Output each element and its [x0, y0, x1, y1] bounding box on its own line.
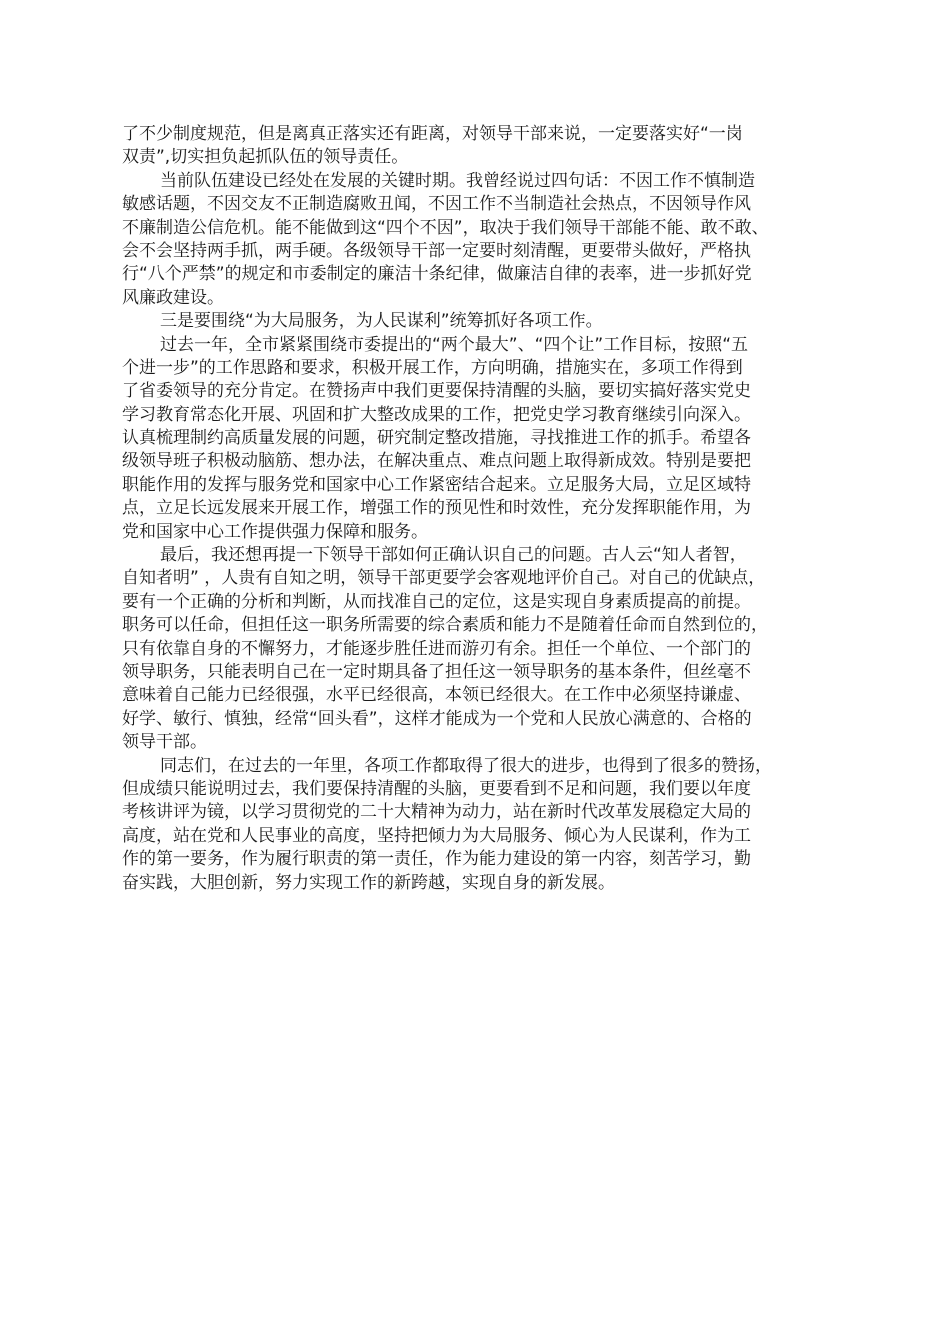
- paragraph: [122, 755, 838, 895]
- text-line: 作的第一要务，作为履行职责的第一责任，作为能力建设的第一内容，刻苦学习，勤: [122, 849, 751, 870]
- text-line: 职能作用的发挥与服务党和国家中心工作紧密结合起来。立足服务大局，立足区域特: [122, 474, 751, 495]
- text-line: 了省委领导的充分肯定。在赞扬声中我们更要保持清醒的头脑，要切实搞好落实党史: [122, 381, 751, 402]
- text-line: 会不会坚持两手抓，两手硬。各级领导干部一定要时刻清醒，更要带头做好，严格执: [122, 240, 751, 261]
- text-line: 最后，我还想再提一下领导干部如何正确认识自己的问题。古人云“知人者智，: [160, 545, 747, 566]
- document-page: [122, 123, 838, 895]
- text-line: 双责”,切实担负起抓队伍的领导责任。: [122, 147, 409, 168]
- paragraph: [122, 334, 838, 545]
- text-line: 行“八个严禁”的规定和市委制定的廉洁十条纪律，做廉洁自律的表率，进一步抓好党: [122, 264, 752, 285]
- text-line: 了不少制度规范，但是离真正落实还有距离，对领导干部来说，一定要落实好“一岗: [122, 124, 743, 144]
- text-line: 同志们，在过去的一年里，各项工作都取得了很大的进步，也得到了很多的赞扬，: [160, 755, 772, 776]
- text-line: 当前队伍建设已经处在发展的关键时期。我曾经说过四句话：不因工作不慎制造: [160, 170, 755, 191]
- text-line: 敏感话题，不因交友不正制造腐败丑闻，不因工作不当制造社会热点，不因领导作风: [122, 194, 751, 215]
- text-line: 风廉政建设。: [122, 287, 224, 308]
- paragraph: [122, 170, 838, 310]
- text-line: 考核讲评为镜，以学习贯彻党的二十大精神为动力，站在新时代改革发展稳定大局的: [122, 802, 751, 823]
- text-line: 过去一年，全市紧紧围绕市委提出的“两个最大”、“四个让”工作目标，按照“五: [160, 334, 749, 355]
- text-line: 三是要围绕“为大局服务，为人民谋利”统筹抓好各项工作。: [160, 311, 603, 332]
- text-line: 领导干部。: [122, 732, 207, 753]
- text-line: 高度，站在党和人民事业的高度，坚持把倾力为大局服务、倾心为人民谋利，作为工: [122, 825, 751, 846]
- text-line: 自知者明” ，人贵有自知之明，领导干部更要学会客观地评价自己。对自己的优缺点，: [122, 568, 766, 589]
- text-line: 奋实践，大胆创新，努力实现工作的新跨越，实现自身的新发展。: [122, 872, 615, 893]
- paragraph: [122, 310, 838, 333]
- text-line: 要有一个正确的分析和判断，从而找准自己的定位，这是实现自身素质提高的前提。: [122, 591, 751, 612]
- text-line: 点，立足长远发展来开展工作，增强工作的预见性和时效性，充分发挥职能作用，为: [122, 498, 751, 519]
- text-line: 党和国家中心工作提供强力保障和服务。: [122, 521, 428, 542]
- text-line: 级领导班子积极动脑筋、想办法，在解决重点、难点问题上取得新成效。特别是要把: [122, 451, 751, 472]
- text-line: 领导职务，只能表明自己在一定时期具备了担任这一领导职务的基本条件，但丝毫不: [122, 661, 751, 682]
- text-line: 意味着自己能力已经很强，水平已经很高，本领已经很大。在工作中必须坚持谦虚、: [122, 685, 751, 706]
- text-line: 只有依靠自身的不懈努力，才能逐步胜任进而游刃有余。担任一个单位、一个部门的: [122, 638, 751, 659]
- paragraph: [122, 544, 838, 755]
- text-line: 个进一步”的工作思路和要求，积极开展工作，方向明确，措施实在，多项工作得到: [122, 357, 743, 378]
- text-line: 但成绩只能说明过去，我们要保持清醒的头脑，更要看到不足和问题，我们要以年度: [122, 778, 751, 799]
- text-line: 好学、敏行、慎独，经常“回头看”，这样才能成为一个党和人民放心满意的、合格的: [122, 708, 752, 729]
- paragraph: [122, 123, 838, 170]
- text-line: 认真梳理制约高质量发展的问题，研究制定整改措施，寻找推进工作的抓手。希望各: [122, 428, 751, 449]
- text-line: 不廉制造公信危机。能不能做到这“四个不因”，取决于我们领导干部能不能、敢不敢、: [122, 217, 769, 238]
- text-line: 学习教育常态化开展、巩固和扩大整改成果的工作，把党史学习教育继续引向深入。: [122, 404, 751, 425]
- text-line: 职务可以任命，但担任这一职务所需要的综合素质和能力不是随着任命而自然到位的，: [122, 615, 768, 636]
